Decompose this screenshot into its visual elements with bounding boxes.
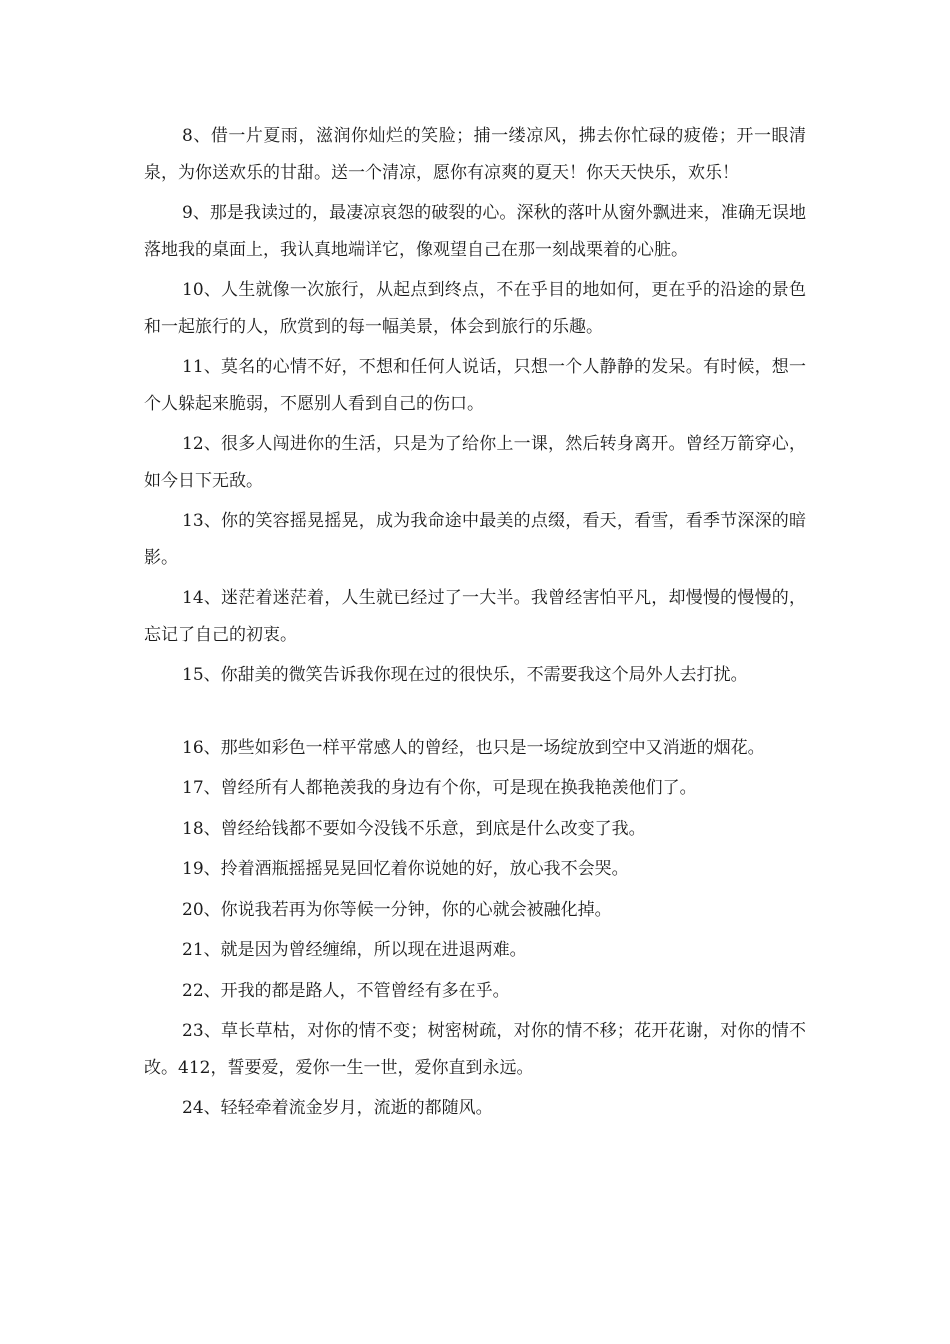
paragraph-14: 14、迷茫着迷茫着，人生就已经过了一大半。我曾经害怕平凡，却慢慢的慢慢的，忘记了自己的初衷。 (144, 588, 806, 645)
paragraph-24: 24、轻轻牵着流金岁月，流逝的都随风。 (182, 1098, 493, 1118)
paragraph-21: 21、就是因为曾经缠绵，所以现在进退两难。 (182, 940, 527, 960)
document-body (144, 118, 806, 1131)
paragraph-16: 16、那些如彩色一样平常感人的曾经，也只是一场绽放到空中又消逝的烟花。 (182, 737, 765, 758)
paragraph-8: 8、借一片夏雨，滋润你灿烂的笑脸；捕一缕凉风，拂去你忙碌的疲倦；开一眼清泉，为你送欢乐的甘甜。送一个清凉，愿你有凉爽的夏天！你天天快乐，欢乐！ (144, 126, 806, 183)
paragraph-12: 12、很多人闯进你的生活，只是为了给你上一课，然后转身离开。曾经万箭穿心，如今日下无敌。 (144, 434, 806, 491)
paragraph-9: 9、那是我读过的，最凄凉哀怨的破裂的心。深秋的落叶从窗外飘进来，准确无误地落地我的桌面上，我认真地端详它，像观望自己在那一刻战栗着的心脏。 (144, 203, 806, 260)
paragraph-13: 13、你的笑容摇晃摇晃，成为我命途中最美的点缀，看天，看雪，看季节深深的暗影。 (144, 511, 806, 568)
paragraph-20: 20、你说我若再为你等候一分钟，你的心就会被融化掉。 (182, 899, 612, 920)
paragraph-10: 10、人生就像一次旅行，从起点到终点，不在乎目的地如何，更在乎的沿途的景色和一起旅行的人，欣赏到的每一幅美景，体会到旅行的乐趣。 (144, 280, 806, 337)
paragraph-23: 23、草长草枯，对你的情不变；树密树疏，对你的情不移；花开花谢，对你的情不改。412，誓要爱，爱你一生一世，爱你直到永远。 (144, 1021, 806, 1078)
paragraph-15: 15、你甜美的微笑告诉我你现在过的很快乐，不需要我这个局外人去打扰。 (182, 665, 748, 685)
paragraph-17: 17、曾经所有人都艳羡我的身边有个你，可是现在换我艳羡他们了。 (182, 778, 697, 798)
paragraph-22: 22、开我的都是路人，不管曾经有多在乎。 (182, 980, 510, 1001)
paragraph-18: 18、曾经给钱都不要如今没钱不乐意，到底是什么改变了我。 (182, 818, 646, 839)
paragraph-19: 19、拎着酒瓶摇摇晃晃回忆着你说她的好，放心我不会哭。 (182, 859, 629, 879)
paragraph-11: 11、莫名的心情不好，不想和任何人说话，只想一个人静静的发呆。有时候，想一个人躲起来脆弱，不愿别人看到自己的伤口。 (144, 357, 806, 414)
